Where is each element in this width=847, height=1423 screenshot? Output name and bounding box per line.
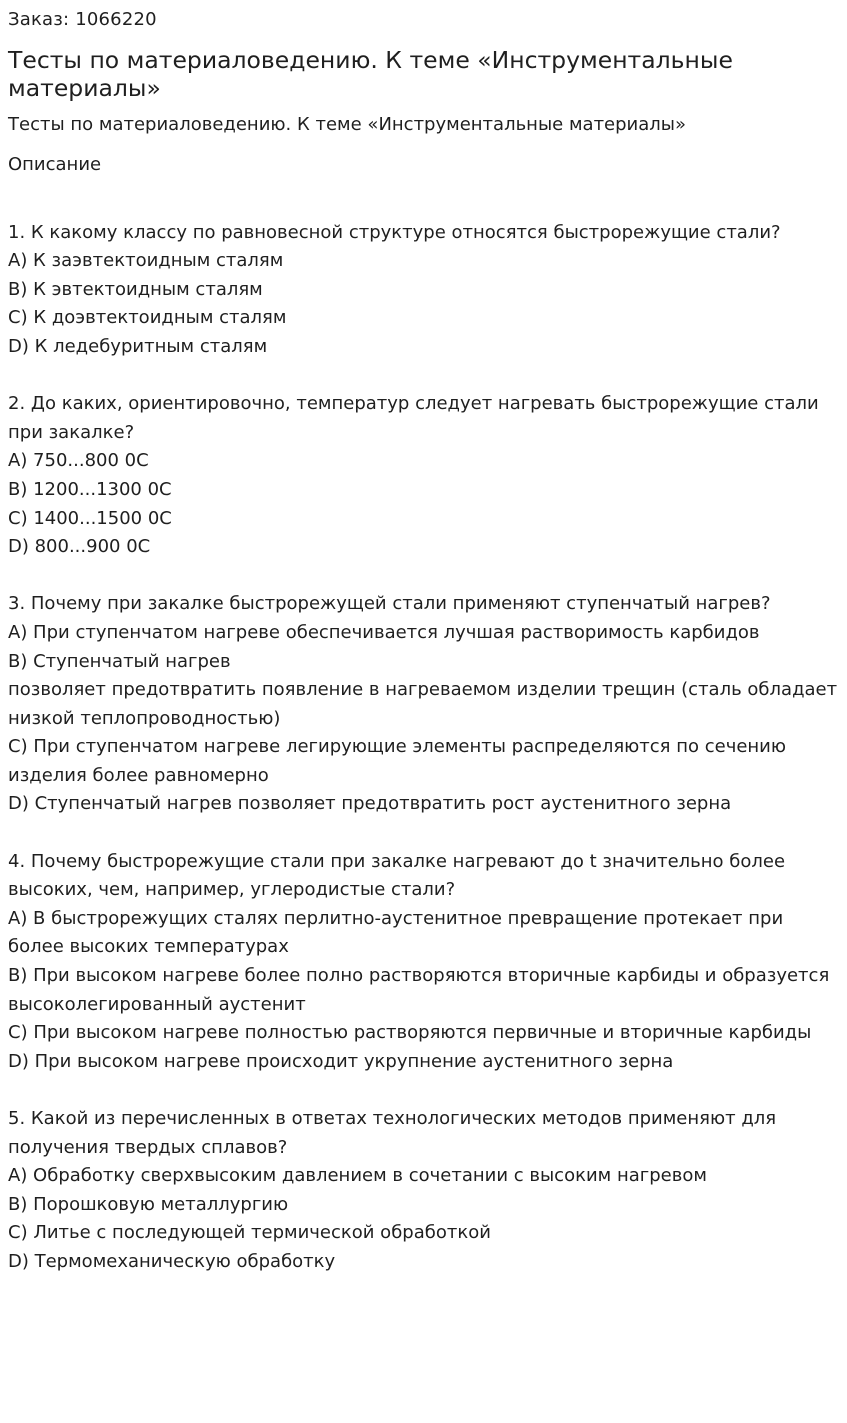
spacer — [8, 819, 839, 848]
spacer — [8, 362, 839, 391]
answer-option: A) 750...800 0C — [8, 450, 149, 472]
question-block — [8, 848, 839, 1077]
question-text: 3. Почему при закалке быстрорежущей стали применяют ступенчатый нагрев? — [8, 593, 771, 615]
question-block — [8, 590, 839, 819]
answer-option: D) 800...900 0C — [8, 536, 151, 558]
answer-option: C) Литье с последующей термической обработкой — [8, 1222, 491, 1244]
answer-option: D) Термомеханическую обработку — [8, 1250, 336, 1272]
answer-option: B) Порошковую металлургию — [8, 1193, 289, 1215]
answer-option: B) 1200...1300 0C — [8, 478, 172, 500]
page-subtitle: Тесты по материаловедению. К теме «Инструментальные материалы» — [8, 114, 687, 135]
answer-option-continuation: позволяет предотвратить появление в нагреваемом изделии трещин (сталь обладает низкой теплопроводностью) — [8, 679, 838, 729]
answer-option: D) К ледебуритным сталям — [8, 335, 268, 357]
answer-option: C) При ступенчатом нагреве легирующие элементы распределяются по сечению изделия более равномерно — [8, 736, 787, 786]
answer-option: D) При высоком нагреве происходит укрупнение аустенитного зерна — [8, 1050, 674, 1072]
spacer — [8, 562, 839, 591]
answer-option: B) При высоком нагреве более полно растворяются вторичные карбиды и образуется высоколегированный аустенит — [8, 965, 830, 1015]
answer-option: B) К эвтектоидным сталям — [8, 278, 263, 300]
answer-option: C) К доэвтектоидным сталям — [8, 307, 287, 329]
question-text: 4. Почему быстрорежущие стали при закалке нагревают до t значительно более высоких, чем, например, углеродистые стали? — [8, 850, 786, 901]
answer-option: C) При высоком нагреве полностью растворяются первичные и вторичные карбиды — [8, 1022, 812, 1044]
question-block — [8, 390, 839, 562]
spacer — [8, 190, 839, 219]
answer-option: B) Ступенчатый нагрев — [8, 650, 231, 672]
spacer — [8, 1076, 839, 1105]
questions-list — [8, 190, 839, 1277]
answer-option: A) В быстрорежущих сталях перлитно-аустенитное превращение протекает при более высоких температурах — [8, 907, 784, 958]
answer-option: A) Обработку сверхвысоким давлением в сочетании с высоким нагревом — [8, 1165, 707, 1187]
description-label: Описание — [8, 154, 102, 175]
answer-option: A) При ступенчатом нагреве обеспечивается лучшая растворимость карбидов — [8, 621, 760, 643]
question-text: 5. Какой из перечисленных в ответах технологических методов применяют для получения твердых сплавов? — [8, 1108, 777, 1158]
order-number: Заказ: 1066220 — [8, 9, 157, 30]
question-text: 2. До каких, ориентировочно, температур следует нагревать быстрорежущие стали при закалке? — [8, 393, 819, 443]
question-block — [8, 219, 839, 362]
question-text: 1. К какому классу по равновесной структуре относятся быстрорежущие стали? — [8, 221, 781, 243]
question-block — [8, 1105, 839, 1277]
answer-option: A) К заэвтектоидным сталям — [8, 250, 284, 272]
answer-option: D) Ступенчатый нагрев позволяет предотвратить рост аустенитного зерна — [8, 793, 732, 815]
page-title: Тесты по материаловедению. К теме «Инструментальные материалы» — [8, 46, 733, 102]
answer-option: C) 1400...1500 0C — [8, 507, 172, 529]
